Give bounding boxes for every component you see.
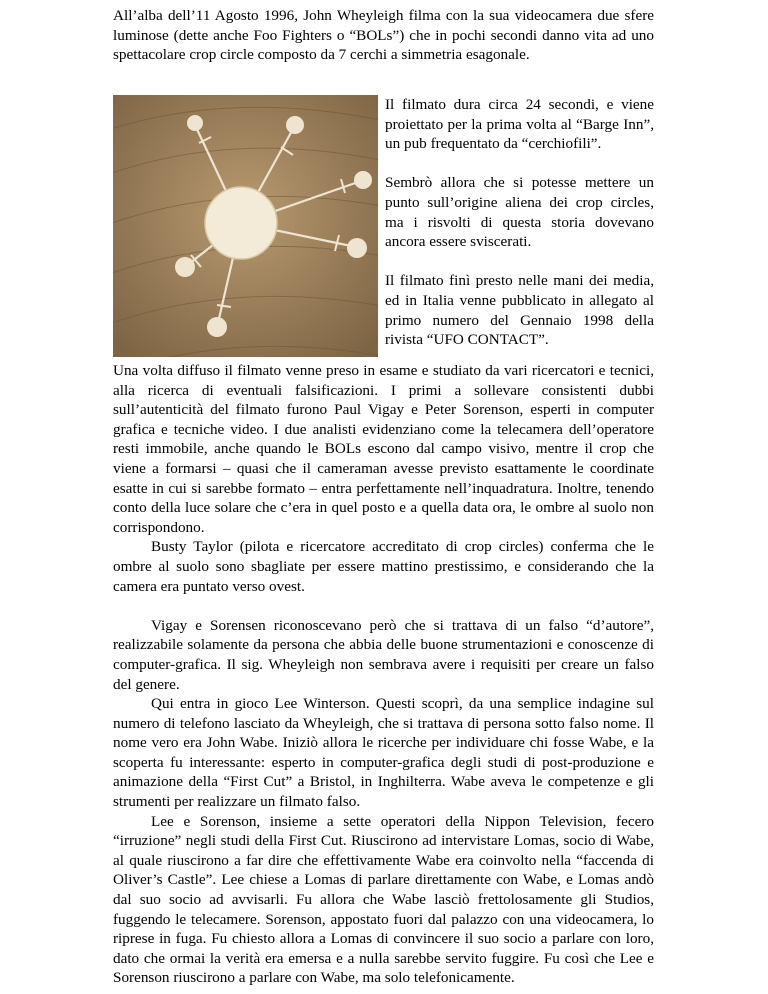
body-paragraph: Qui entra in gioco Lee Winterson. Questi scoprì, da una semplice indagine sul numero di telefono lasciato da Wheyleigh, che si trattava di persona sotto falso nome. Il nome vero era John Wabe. Iniziò allora le ricerche per individuare chi fosse Wabe, e la scoperta fu interessante: esperto in computer-grafica degli studi di post-produzione e animazione della “First Cut” a Bristol, in Inghilterra. Wabe aveva le competenze e gli strumenti per realizzare un filmato falso. xyxy=(113,695,654,811)
main-text xyxy=(113,361,654,988)
body-paragraph: Vigay e Sorensen riconoscevano però che si trattava di un falso “d’autore”, realizzabile solamente da persona che abbia delle buone strumentazioni e conoscenze di computer-grafica. Il sig. Wheyleigh non sembrava avere i requisiti per creare un falso del genere. xyxy=(113,616,654,693)
side-text xyxy=(385,95,654,369)
crop-circle-image xyxy=(113,95,378,357)
body-paragraph: Busty Taylor (pilota e ricercatore accreditato di crop circles) conferma che le ombre al suolo sono sbagliate per essere mattino prestissimo, e considerando che la camera era puntato verso ovest. xyxy=(113,538,654,595)
crop-circle-photo xyxy=(113,95,378,357)
side-paragraph: Sembrò allora che si potesse mettere un punto sull’origine aliena dei crop circles, ma i risvolti di questa storia dovevano ancora essere sviscerati. xyxy=(385,174,654,251)
figure-row xyxy=(113,95,654,357)
body-paragraph: Lee e Sorenson, insieme a sette operatori della Nippon Television, fecero “irruzione” negli studi della First Cut. Riuscirono ad intervistare Lomas, socio di Wabe, al quale riuscirono a far dire che effettivamente Wabe era coinvolto nella “faccenda di Oliver’s Castle”. Lee chiese a Lomas di parlare direttamente con Wabe, e Lomas andò dal suo socio ad avvisarli. Fu allora che Wabe lasciò frettolosamente gli Studios, fuggendo le telecamere. Sorenson, appostato fuori dal palazzo con una videocamera, lo riprese in fuga. Fu chiesto allora a Lomas di convincere il suo socio a parlare con loro, dato che ormai la verità era emersa e a nulla sarebbe servito fuggire. Fu così che Lee e Sorenson riuscirono a parlare con Wabe, ma solo telefonicamente. xyxy=(113,812,654,987)
intro-paragraph: All’alba dell’11 Agosto 1996, John Wheyleigh filma con la sua videocamera due sfere luminose (dette anche Foo Fighters o “BOLs”) che in pochi secondi danno vita ad uno spettacolare crop circle composto da 7 cerchi a simmetria esagonale. xyxy=(113,7,654,64)
side-paragraph: Il filmato finì presto nelle mani dei media, ed in Italia venne pubblicato in allegato al primo numero del Gennaio 1998 della rivista “UFO CONTACT”. xyxy=(385,272,654,349)
body-paragraph: Una volta diffuso il filmato venne preso in esame e studiato da vari ricercatori e tecnici, alla ricerca di eventuali falsificazioni. I primi a sollevare consistenti dubbi sull’autenticità del filmato furono Paul Vigay e Peter Sorenson, esperti in computer grafica e tecniche video. I due analisti evidenziano come la telecamera dell’operatore resti immobile, anche quando le BOLs escono dal campo visivo, mentre il crop che viene a formarsi – quasi che il cameraman avesse previsto esattamente le coordinate esatte in cui si sarebbe formato – entra perfettamente nell’inquadratura. Inoltre, tenendo conto della luce solare che c’era in quel posto e a quella data ora, le ombre al suolo non corrispondono. xyxy=(113,362,654,536)
side-paragraph: Il filmato dura circa 24 secondi, e viene proiettato per la prima volta al “Barge Inn”, un pub frequentato da “cerchiofili”. xyxy=(385,96,654,153)
